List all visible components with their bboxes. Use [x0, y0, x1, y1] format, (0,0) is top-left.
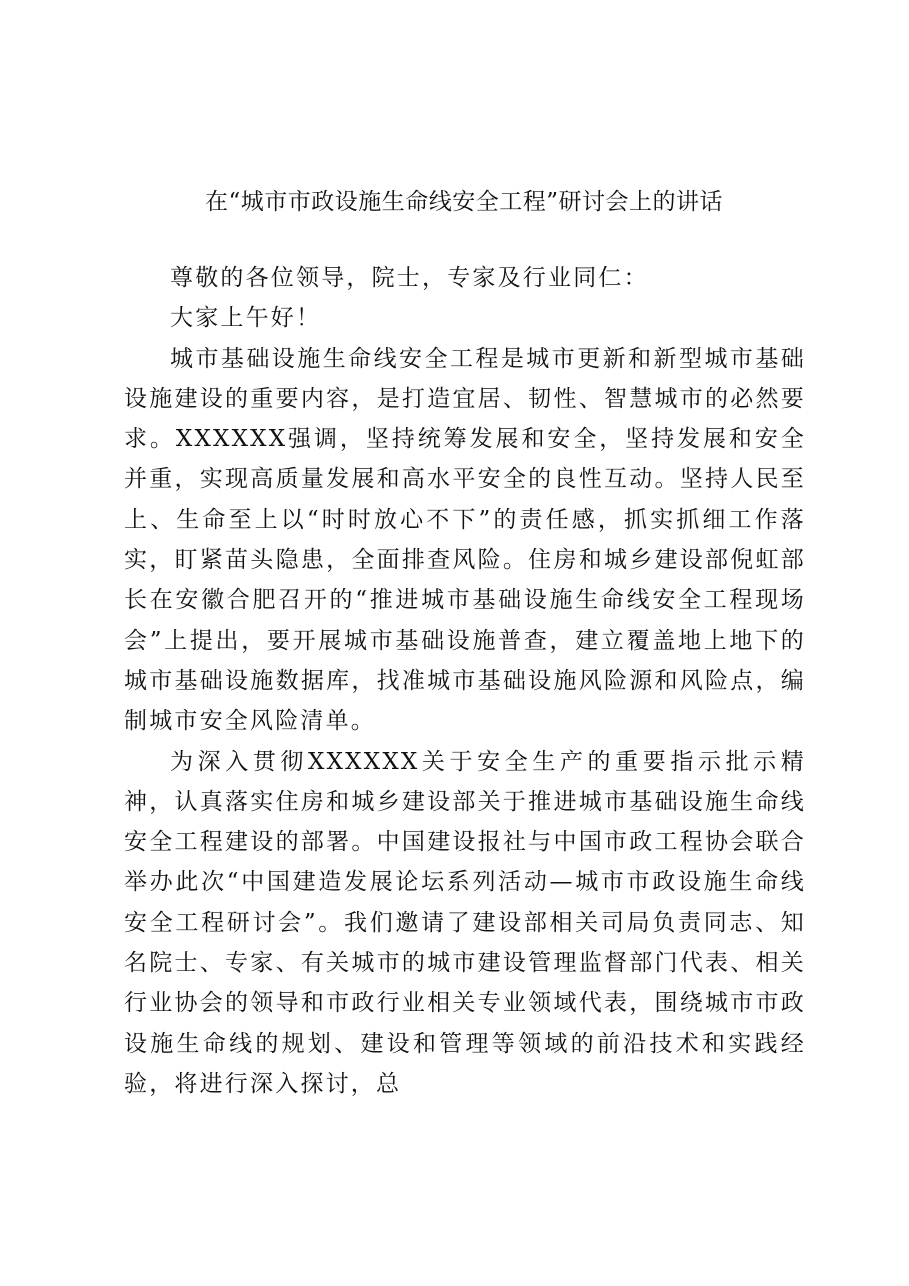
speech-body — [124, 258, 806, 1104]
paragraph-background: 城市基础设施生命线安全工程是城市更新和新型城市基础设施建设的重要内容，是打造宜居、韧性、智慧城市的必然要求。XXXXXX强调，坚持统筹发展和安全，坚持发展和安全并重，实现高质量发展和高水平安全的良性互动。坚持人民至上、生命至上以“时时放心不下”的责任感，抓实抓细工作落实，盯紧苗头隐患，全面排查风险。住房和城乡建设部倪虹部长在安徽合肥召开的“推进城市基础设施生命线安全工程现场会”上提出，要开展城市基础设施普查，建立覆盖地上地下的城市基础设施数据库，找准城市基础设施风险源和风险点，编制城市安全风险清单。 — [124, 345, 806, 735]
greeting: 大家上午好！ — [170, 305, 322, 332]
speech-title: 在“城市市政设施生命线安全工程”研讨会上的讲话 — [204, 189, 724, 215]
salutation: 尊敬的各位领导，院士，专家及行业同仁： — [170, 265, 649, 291]
paragraph-purpose: 为深入贯彻XXXXXX关于安全生产的重要指示批示精神，认真落实住房和城乡建设部关于推进城市基础设施生命线安全工程建设的部署。中国建设报社与中国市政工程协会联合举办此次“中国建造发展论坛系列活动—城市市政设施生命线安全工程研讨会”。我们邀请了建设部相关司局负责同志、知名院士、专家、有关城市的城市建设管理监督部门代表、相关行业协会的领导和市政行业相关专业领域代表，围绕城市市政设施生命线的规划、建设和管理等领域的前沿技术和实践经验，将进行深入探讨，总 — [124, 748, 806, 1097]
